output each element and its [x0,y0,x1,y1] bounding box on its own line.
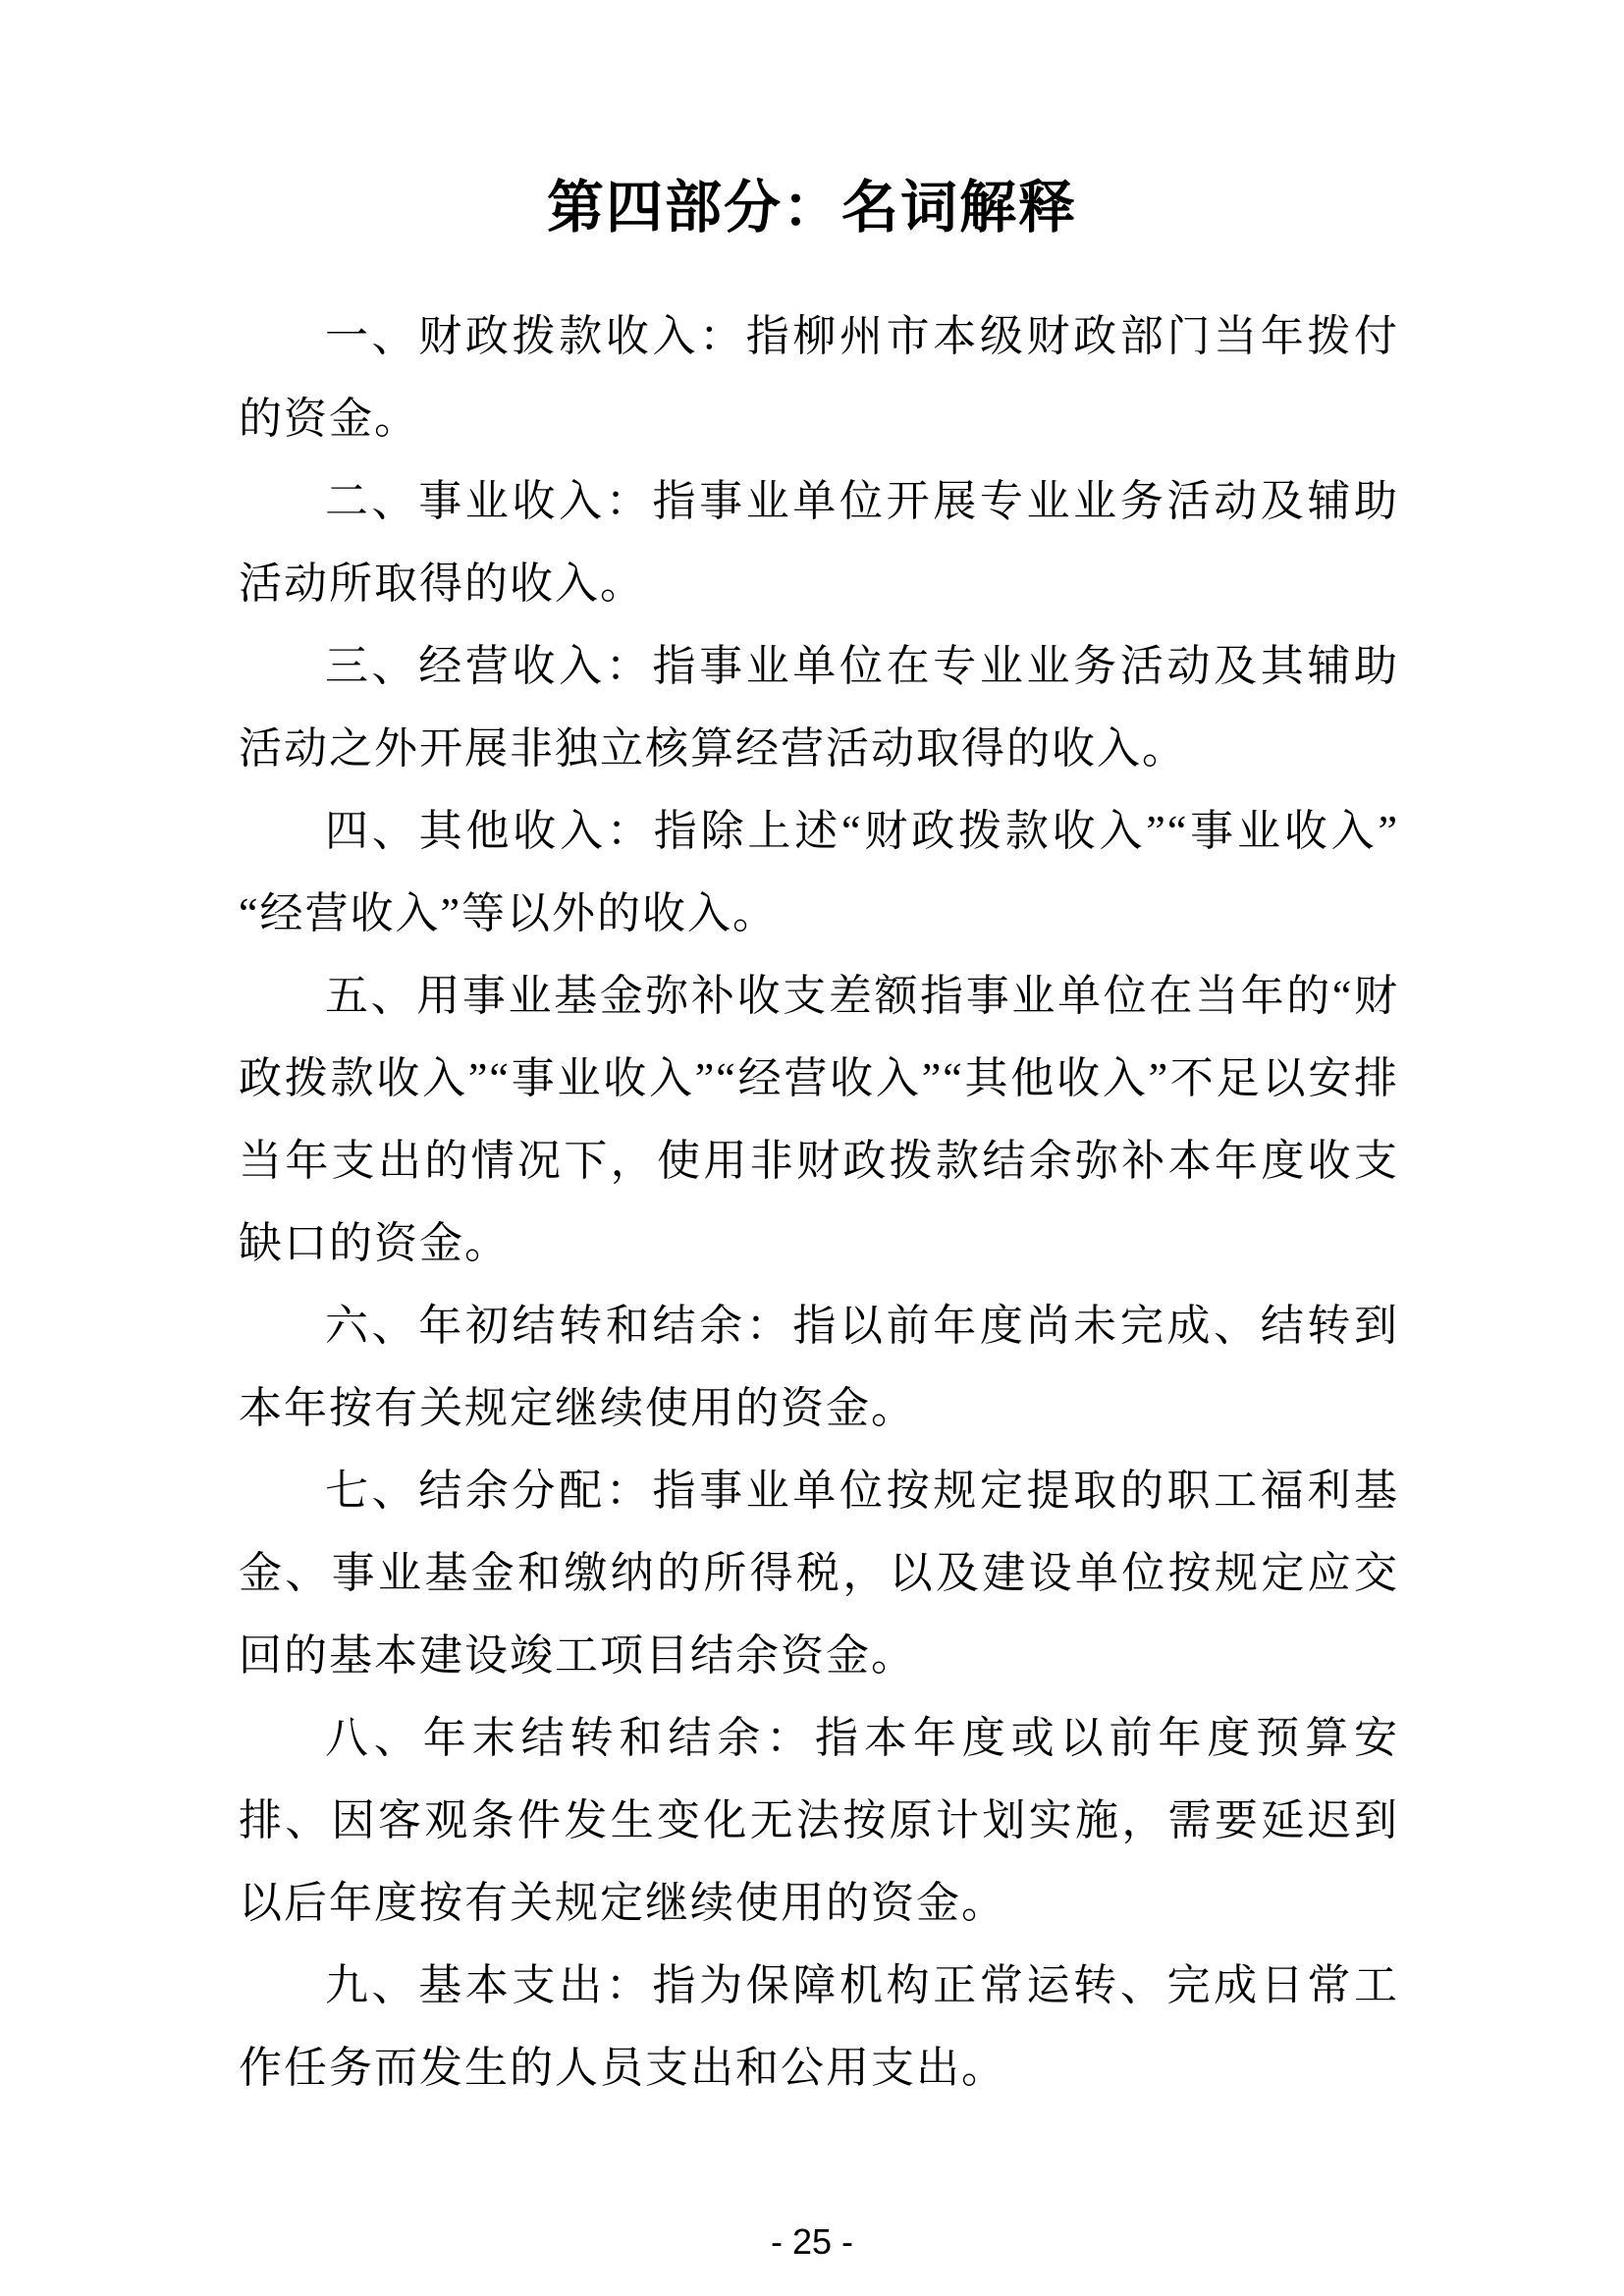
paragraph: 九、基本支出：指为保障机构正常运转、完成日常工作任务而发生的人员支出和公用支出。 [239,1961,1399,2092]
paragraph: 六、年初结转和结余：指以前年度尚未完成、结转到本年按有关规定继续使用的资金。 [239,1302,1399,1432]
document-body [239,295,1399,2109]
paragraph: 三、经营收入：指事业单位在专业业务活动及其辅助活动之外开展非独立核算经营活动取得的收入。 [239,642,1399,773]
paragraph: 一、财政拨款收入：指柳州市本级财政部门当年拨付的资金。 [239,312,1399,443]
paragraph: 二、事业收入：指事业单位开展专业业务活动及辅助活动所取得的收入。 [239,477,1399,608]
paragraph: 四、其他收入：指除上述“财政拨款收入”“事业收入”“经营收入”等以外的收入。 [239,807,1399,937]
page-footer [0,2220,1624,2264]
paragraph: 八、年末结转和结余：指本年度或以前年度预算安排、因客观条件发生变化无法按原计划实施，需要延迟到以后年度按有关规定继续使用的资金。 [239,1714,1399,1927]
page-number: - 25 - [770,2221,854,2262]
paragraph: 七、结余分配：指事业单位按规定提取的职工福利基金、事业基金和缴纳的所得税，以及建设单位按规定应交回的基本建设竣工项目结余资金。 [239,1467,1399,1680]
paragraph: 五、用事业基金弥补收支差额指事业单位在当年的“财政拨款收入”“事业收入”“经营收入”“其他收入”不足以安排当年支出的情况下，使用非财政拨款结余弥补本年度收支缺口的资金。 [239,972,1399,1267]
page-title: 第四部分：名词解释 [546,176,1077,240]
